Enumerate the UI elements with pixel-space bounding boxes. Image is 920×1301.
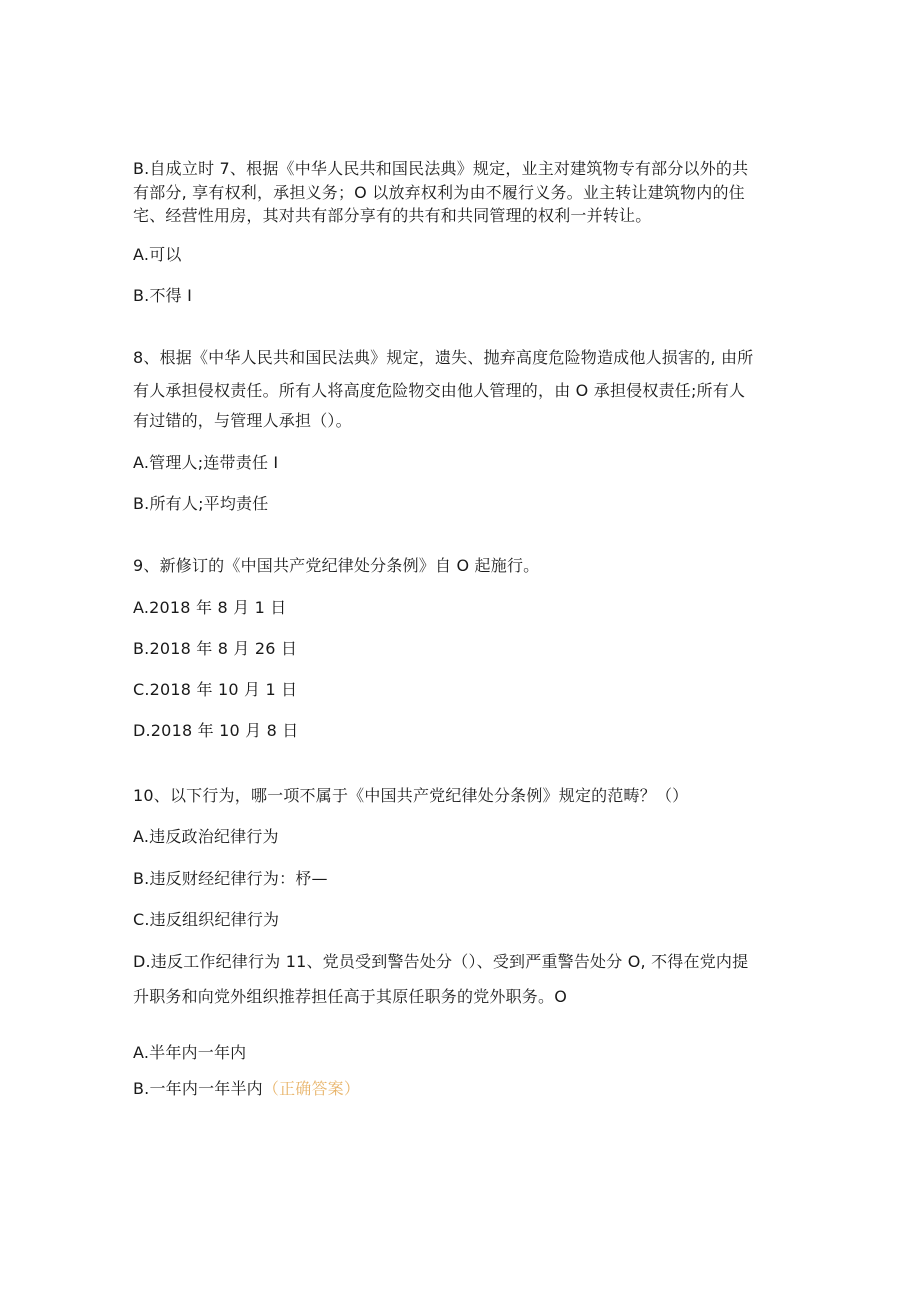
q11-option-b — [133, 1078, 360, 1100]
q7-text-line-2: 有部分, 享有权利，承担义务；O 以放弃权利为由不履行义务。业主转让建筑物内的住 — [133, 183, 745, 202]
correct-answer-label: （正确答案） — [262, 1079, 361, 1098]
q7-text-line-3: 宅、经营性用房，其对共有部分享有的共有和共同管理的权利一并转让。 — [133, 206, 652, 225]
q9-option-a: A.2018 年 8 月 1 日 — [133, 598, 287, 617]
q11-option-a: A.半年内一年内 — [133, 1043, 247, 1062]
q10-option-c: C.违反组织纪律行为 — [133, 910, 280, 929]
q9-option-d: D.2018 年 10 月 8 日 — [133, 721, 299, 740]
q10-text: 10、以下行为，哪一项不属于《中国共产党纪律处分条例》规定的范畴？（） — [133, 786, 689, 805]
q10-option-b: B.违反财经纪律行为：杼— — [133, 869, 328, 888]
q9-text: 9、新修订的《中国共产党纪律处分条例》自 O 起施行。 — [133, 556, 540, 575]
q7-text-line-1: B.自成立时 7、根据《中华人民共和国民法典》规定，业主对建筑物专有部分以外的共 — [133, 159, 749, 178]
q8-text-line-2: 有人承担侵权责任。所有人将高度危险物交由他人管理的，由 O 承担侵权责任;所有人 — [133, 381, 746, 400]
q8-option-a: A.管理人;连带责任 I — [133, 453, 279, 472]
q10-option-a: A.违反政治纪律行为 — [133, 827, 279, 846]
q8-text-line-3: 有过错的，与管理人承担（）。 — [133, 411, 352, 430]
q8-text-line-1: 8、根据《中华人民共和国民法典》规定，遗失、抛弃高度危险物造成他人损害的, 由所 — [133, 348, 754, 367]
q8-option-b: B.所有人;平均责任 — [133, 494, 269, 513]
q9-option-c: C.2018 年 10 月 1 日 — [133, 680, 298, 699]
q7-option-a: A.可以 — [133, 245, 182, 264]
q11-text-line-2: 升职务和向党外组织推荐担任高于其原任职务的党外职务。O — [133, 987, 567, 1006]
q10-option-d-q11-line-1: D.违反工作纪律行为 11、党员受到警告处分（）、受到严重警告处分 O, 不得在党内提 — [133, 952, 749, 971]
q7-option-b: B.不得 I — [133, 286, 193, 305]
q9-option-b: B.2018 年 8 月 26 日 — [133, 639, 298, 658]
q11-option-b-text: B.一年内一年半内 — [133, 1079, 263, 1098]
